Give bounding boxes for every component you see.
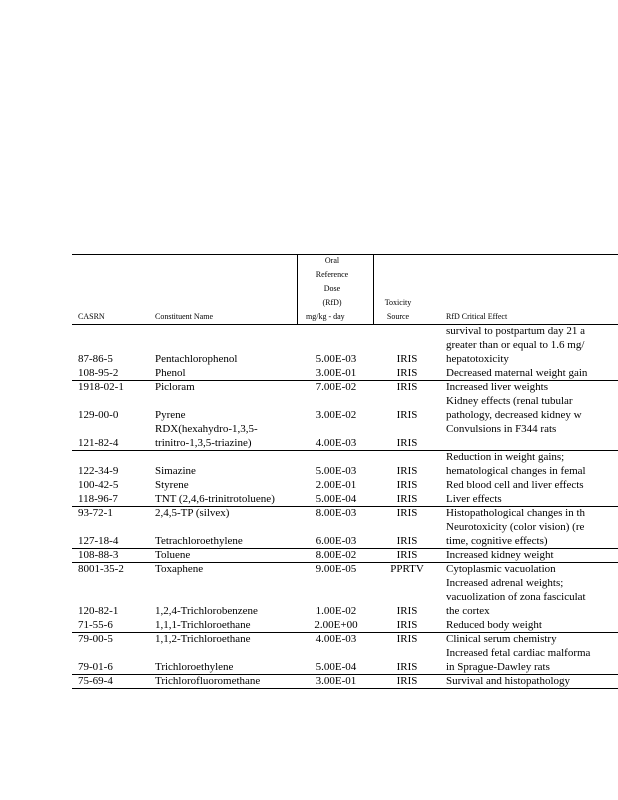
casrn-cell-line: 121-82-4 bbox=[78, 437, 119, 449]
oral-rfd-cell bbox=[301, 492, 371, 506]
critical-effect-cell-line: Neurotoxicity (color vision) (re bbox=[446, 521, 585, 533]
critical-effect-cell-line: Increased fetal cardiac malforma bbox=[446, 647, 591, 659]
constituent-name-cell-line: 1,2,4-Trichlorobenzene bbox=[155, 605, 258, 617]
casrn-cell bbox=[78, 352, 113, 366]
constituent-name-cell-line: 2,4,5-TP (silvex) bbox=[155, 507, 230, 519]
constituent-name-cell bbox=[155, 366, 186, 380]
critical-effect-cell bbox=[446, 380, 548, 394]
critical-effect-cell-line: hepatotoxicity bbox=[446, 353, 509, 365]
casrn-cell bbox=[78, 618, 113, 632]
casrn-cell bbox=[78, 534, 118, 548]
row-separator bbox=[72, 688, 618, 689]
oral-rfd-cell-line: 2.00E+00 bbox=[314, 619, 358, 631]
constituent-name-cell bbox=[155, 674, 260, 688]
constituent-name-cell bbox=[155, 632, 251, 646]
table-row bbox=[0, 394, 618, 422]
critical-effect-cell-line: survival to postpartum day 21 a bbox=[446, 325, 586, 337]
critical-effect-cell-line: pathology, decreased kidney w bbox=[446, 409, 582, 421]
casrn-cell bbox=[78, 562, 124, 576]
critical-effect-cell-line: Red blood cell and liver effects bbox=[446, 479, 584, 491]
table-row bbox=[0, 576, 618, 618]
critical-effect-cell-line: Survival and histopathology bbox=[446, 675, 571, 687]
oral-rfd-cell bbox=[301, 618, 371, 632]
critical-effect-cell bbox=[446, 422, 556, 436]
constituent-name-cell bbox=[155, 618, 251, 632]
toxicity-source-cell bbox=[376, 632, 438, 646]
critical-effect-cell-line: Cytoplasmic vacuolation bbox=[446, 563, 556, 575]
toxicity-source-cell-line: IRIS bbox=[396, 549, 418, 561]
toxicity-source-cell bbox=[376, 492, 438, 506]
header-constituent-name: Constituent Name bbox=[155, 312, 213, 321]
oral-rfd-cell bbox=[301, 408, 371, 422]
oral-rfd-cell bbox=[301, 562, 371, 576]
row-separator bbox=[72, 506, 618, 507]
table-row bbox=[0, 366, 618, 380]
oral-rfd-cell bbox=[301, 338, 371, 352]
oral-rfd-cell bbox=[301, 674, 371, 688]
toxicity-source-cell bbox=[376, 562, 438, 576]
constituent-name-cell-line: Trichloroethylene bbox=[155, 661, 234, 673]
constituent-name-cell bbox=[155, 422, 258, 450]
critical-effect-cell-line: hematological changes in femal bbox=[446, 465, 586, 477]
toxicity-source-cell-line: IRIS bbox=[396, 381, 418, 393]
constituent-name-cell-line: Pyrene bbox=[155, 409, 186, 421]
casrn-cell bbox=[78, 632, 113, 646]
constituent-name-cell-line: Simazine bbox=[155, 465, 196, 477]
constituent-name-cell-line: Toxaphene bbox=[155, 563, 204, 575]
casrn-cell bbox=[78, 478, 118, 492]
oral-rfd-cell-line: 8.00E-02 bbox=[315, 549, 357, 561]
casrn-cell-line: 79-01-6 bbox=[78, 661, 113, 673]
casrn-cell-line: 100-42-5 bbox=[78, 479, 119, 491]
casrn-cell-line: 1918-02-1 bbox=[78, 381, 124, 393]
critical-effect-cell bbox=[446, 632, 557, 646]
toxicity-source-cell-line: IRIS bbox=[396, 633, 418, 645]
toxicity-source-cell bbox=[376, 436, 438, 450]
table-row bbox=[0, 422, 618, 450]
constituent-name-cell bbox=[155, 492, 275, 506]
oral-rfd-cell bbox=[301, 534, 371, 548]
oral-rfd-cell bbox=[301, 604, 371, 618]
casrn-cell bbox=[78, 548, 118, 562]
toxicity-source-cell bbox=[376, 618, 438, 632]
constituent-name-cell-line: TNT (2,4,6-trinitrotoluene) bbox=[155, 493, 275, 505]
critical-effect-cell bbox=[446, 520, 584, 548]
table-row bbox=[0, 674, 618, 688]
oral-rfd-cell bbox=[301, 548, 371, 562]
critical-effect-cell bbox=[446, 450, 586, 478]
constituent-name-cell bbox=[155, 352, 237, 366]
toxicity-source-cell-line: PPRTV bbox=[390, 563, 424, 575]
constituent-name-cell-line: 1,1,2-Trichloroethane bbox=[155, 633, 251, 645]
casrn-cell bbox=[78, 380, 124, 394]
critical-effect-cell bbox=[446, 562, 556, 576]
oral-rfd-cell bbox=[301, 352, 371, 366]
constituent-name-cell bbox=[155, 506, 229, 520]
casrn-cell bbox=[78, 492, 118, 506]
table-row bbox=[0, 450, 618, 478]
toxicity-source-cell bbox=[376, 478, 438, 492]
critical-effect-cell bbox=[446, 394, 582, 422]
casrn-cell-line: 118-96-7 bbox=[78, 493, 118, 505]
row-separator bbox=[72, 632, 618, 633]
constituent-name-cell bbox=[155, 478, 189, 492]
constituent-name-cell-line: Styrene bbox=[155, 479, 189, 491]
casrn-cell-line: 122-34-9 bbox=[78, 465, 119, 477]
toxicity-source-cell bbox=[376, 380, 438, 394]
oral-rfd-cell-line: 9.00E-05 bbox=[315, 563, 357, 575]
critical-effect-cell-line: in Sprague-Dawley rats bbox=[446, 661, 550, 673]
toxicity-source-cell-line: IRIS bbox=[396, 661, 418, 673]
oral-rfd-cell bbox=[301, 366, 371, 380]
casrn-cell bbox=[78, 604, 118, 618]
row-separator bbox=[72, 562, 618, 563]
header-divider-source bbox=[373, 254, 374, 324]
header-divider-dose bbox=[297, 254, 298, 324]
toxicity-source-cell bbox=[376, 674, 438, 688]
critical-effect-cell-line: Decreased maternal weight gain bbox=[446, 367, 588, 379]
critical-effect-cell-line: Increased kidney weight bbox=[446, 549, 554, 561]
header-dose-units: mg/kg - day bbox=[306, 312, 345, 321]
oral-rfd-cell bbox=[301, 506, 371, 520]
casrn-cell-line: 8001-35-2 bbox=[78, 563, 124, 575]
table-row bbox=[0, 324, 618, 352]
casrn-cell-line: 108-95-2 bbox=[78, 367, 119, 379]
toxicity-source-cell-line: IRIS bbox=[396, 619, 418, 631]
header-dose-line-3: Dose bbox=[323, 284, 341, 293]
oral-rfd-cell-line: 5.00E-03 bbox=[315, 465, 357, 477]
toxicity-source-cell-line: IRIS bbox=[396, 367, 418, 379]
casrn-cell-line: 87-86-5 bbox=[78, 353, 113, 365]
casrn-cell-line: 79-00-5 bbox=[78, 633, 113, 645]
toxicity-source-cell bbox=[376, 366, 438, 380]
toxicity-source-cell-line: IRIS bbox=[396, 675, 418, 687]
oral-rfd-cell-line: 3.00E-01 bbox=[315, 367, 357, 379]
header-dose-line-4: (RfD) bbox=[322, 298, 342, 307]
critical-effect-cell bbox=[446, 548, 554, 562]
critical-effect-cell-line: Convulsions in F344 rats bbox=[446, 423, 557, 435]
critical-effect-cell-line: Increased liver weights bbox=[446, 381, 549, 393]
critical-effect-cell bbox=[446, 506, 585, 520]
row-separator bbox=[72, 450, 618, 451]
header-dose-line-2: Reference bbox=[315, 270, 349, 279]
casrn-cell-line: 93-72-1 bbox=[78, 507, 113, 519]
casrn-cell bbox=[78, 366, 118, 380]
critical-effect-cell-line: Histopathological changes in th bbox=[446, 507, 585, 519]
constituent-name-cell-line: Picloram bbox=[155, 381, 195, 393]
constituent-name-cell bbox=[155, 562, 203, 576]
oral-rfd-cell-line bbox=[301, 338, 371, 352]
oral-rfd-cell-line: 5.00E-04 bbox=[315, 661, 357, 673]
toxicity-source-cell-line bbox=[376, 338, 438, 352]
table-row bbox=[0, 352, 618, 366]
constituent-name-cell-line: Tetrachloroethylene bbox=[155, 535, 243, 547]
critical-effect-cell bbox=[446, 674, 570, 688]
casrn-cell-line: 108-88-3 bbox=[78, 549, 119, 561]
toxicity-source-cell-line: IRIS bbox=[396, 353, 418, 365]
header-dose-line-1: Oral bbox=[324, 256, 340, 265]
toxicity-source-cell bbox=[376, 506, 438, 520]
critical-effect-cell bbox=[446, 576, 586, 618]
toxicity-source-cell-line: IRIS bbox=[396, 605, 418, 617]
critical-effect-cell-line: Reduced body weight bbox=[446, 619, 542, 631]
oral-rfd-cell-line: 5.00E-04 bbox=[315, 493, 357, 505]
constituent-name-cell-line: Pentachlorophenol bbox=[155, 353, 238, 365]
oral-rfd-cell bbox=[301, 436, 371, 450]
toxicity-source-cell bbox=[376, 464, 438, 478]
constituent-name-cell-line: Phenol bbox=[155, 367, 186, 379]
oral-rfd-cell bbox=[301, 380, 371, 394]
constituent-name-cell-line: trinitro-1,3,5-triazine) bbox=[155, 437, 252, 449]
oral-rfd-cell bbox=[301, 464, 371, 478]
table-row bbox=[0, 492, 618, 506]
oral-rfd-cell-line: 8.00E-03 bbox=[315, 507, 357, 519]
toxicity-source-cell bbox=[376, 548, 438, 562]
table-row bbox=[0, 548, 618, 562]
constituent-name-cell-line: 1,1,1-Trichloroethane bbox=[155, 619, 251, 631]
critical-effect-cell bbox=[446, 478, 584, 492]
table-row bbox=[0, 632, 618, 646]
constituent-name-cell bbox=[155, 660, 233, 674]
toxicity-source-cell bbox=[376, 534, 438, 548]
toxicity-source-cell-line: IRIS bbox=[396, 535, 418, 547]
critical-effect-cell-line: greater than or equal to 1.6 mg/ bbox=[446, 339, 585, 351]
oral-rfd-cell-line: 4.00E-03 bbox=[315, 437, 357, 449]
critical-effect-cell bbox=[446, 352, 509, 366]
constituent-name-cell bbox=[155, 464, 196, 478]
casrn-cell bbox=[78, 674, 113, 688]
critical-effect-cell-line: vacuolization of zona fasciculat bbox=[446, 591, 586, 603]
critical-effect-cell bbox=[446, 492, 502, 506]
casrn-cell bbox=[78, 436, 118, 450]
constituent-name-cell-line: RDX(hexahydro-1,3,5- bbox=[155, 423, 258, 435]
constituent-name-cell bbox=[155, 408, 186, 422]
toxicity-source-cell bbox=[376, 604, 438, 618]
casrn-cell bbox=[78, 506, 113, 520]
critical-effect-cell-line: Kidney effects (renal tubular bbox=[446, 395, 573, 407]
critical-effect-cell-line: Increased adrenal weights; bbox=[446, 577, 564, 589]
oral-rfd-cell-line: 4.00E-03 bbox=[315, 633, 357, 645]
oral-rfd-cell bbox=[301, 632, 371, 646]
toxicity-source-cell-line: IRIS bbox=[396, 479, 418, 491]
oral-rfd-cell-line: 6.00E-03 bbox=[315, 535, 357, 547]
table-row bbox=[0, 562, 618, 576]
constituent-name-cell bbox=[155, 548, 190, 562]
constituent-name-cell bbox=[155, 604, 258, 618]
table-row bbox=[0, 618, 618, 632]
table-row bbox=[0, 520, 618, 548]
header-source-line-1: Toxicity bbox=[384, 298, 412, 307]
casrn-cell bbox=[78, 464, 118, 478]
toxicity-source-cell bbox=[376, 352, 438, 366]
critical-effect-cell bbox=[446, 366, 587, 380]
casrn-cell bbox=[78, 660, 113, 674]
constituent-name-cell bbox=[155, 380, 195, 394]
critical-effect-cell-line: Clinical serum chemistry bbox=[446, 633, 557, 645]
toxicity-source-cell-line: IRIS bbox=[396, 465, 418, 477]
toxicity-source-cell-line: IRIS bbox=[396, 493, 418, 505]
row-separator bbox=[72, 380, 618, 381]
oral-rfd-cell-line: 7.00E-02 bbox=[315, 381, 357, 393]
oral-rfd-cell bbox=[301, 478, 371, 492]
oral-rfd-cell-line: 3.00E-02 bbox=[315, 409, 357, 421]
casrn-cell-line: 127-18-4 bbox=[78, 535, 119, 547]
critical-effect-cell-line: Reduction in weight gains; bbox=[446, 451, 565, 463]
casrn-cell bbox=[78, 408, 118, 422]
oral-rfd-cell-line: 5.00E-03 bbox=[315, 353, 357, 365]
toxicity-source-cell bbox=[376, 660, 438, 674]
table-row bbox=[0, 478, 618, 492]
constituent-name-cell-line: Trichlorofluoromethane bbox=[155, 675, 261, 687]
casrn-cell-line: 71-55-6 bbox=[78, 619, 113, 631]
toxicity-source-cell-line: IRIS bbox=[396, 409, 418, 421]
toxicity-source-cell bbox=[376, 338, 438, 352]
table-row bbox=[0, 380, 618, 394]
header-source-line-2: Source bbox=[386, 312, 410, 321]
toxicity-source-cell-line: IRIS bbox=[396, 507, 418, 519]
critical-effect-cell bbox=[446, 618, 542, 632]
oral-rfd-cell-line: 3.00E-01 bbox=[315, 675, 357, 687]
critical-effect-cell-line: Liver effects bbox=[446, 493, 502, 505]
oral-rfd-cell-line: 2.00E-01 bbox=[315, 479, 357, 491]
table-row bbox=[0, 646, 618, 674]
row-separator bbox=[72, 674, 618, 675]
toxicity-source-cell bbox=[376, 408, 438, 422]
oral-rfd-cell-line: 1.00E-02 bbox=[315, 605, 357, 617]
toxicity-source-cell-line: IRIS bbox=[396, 437, 418, 449]
critical-effect-cell bbox=[446, 646, 590, 674]
header-critical-effect: RfD Critical Effect bbox=[446, 312, 508, 321]
critical-effect-cell bbox=[446, 324, 585, 352]
constituent-name-cell-line: Toluene bbox=[155, 549, 191, 561]
casrn-cell-line: 75-69-4 bbox=[78, 675, 113, 687]
oral-rfd-cell bbox=[301, 660, 371, 674]
casrn-cell-line: 129-00-0 bbox=[78, 409, 119, 421]
table-row bbox=[0, 506, 618, 520]
row-separator bbox=[72, 548, 618, 549]
critical-effect-cell-line: time, cognitive effects) bbox=[446, 535, 548, 547]
critical-effect-cell-line: the cortex bbox=[446, 605, 490, 617]
header-casrn: CASRN bbox=[78, 312, 105, 321]
casrn-cell-line: 120-82-1 bbox=[78, 605, 119, 617]
constituent-name-cell bbox=[155, 534, 243, 548]
